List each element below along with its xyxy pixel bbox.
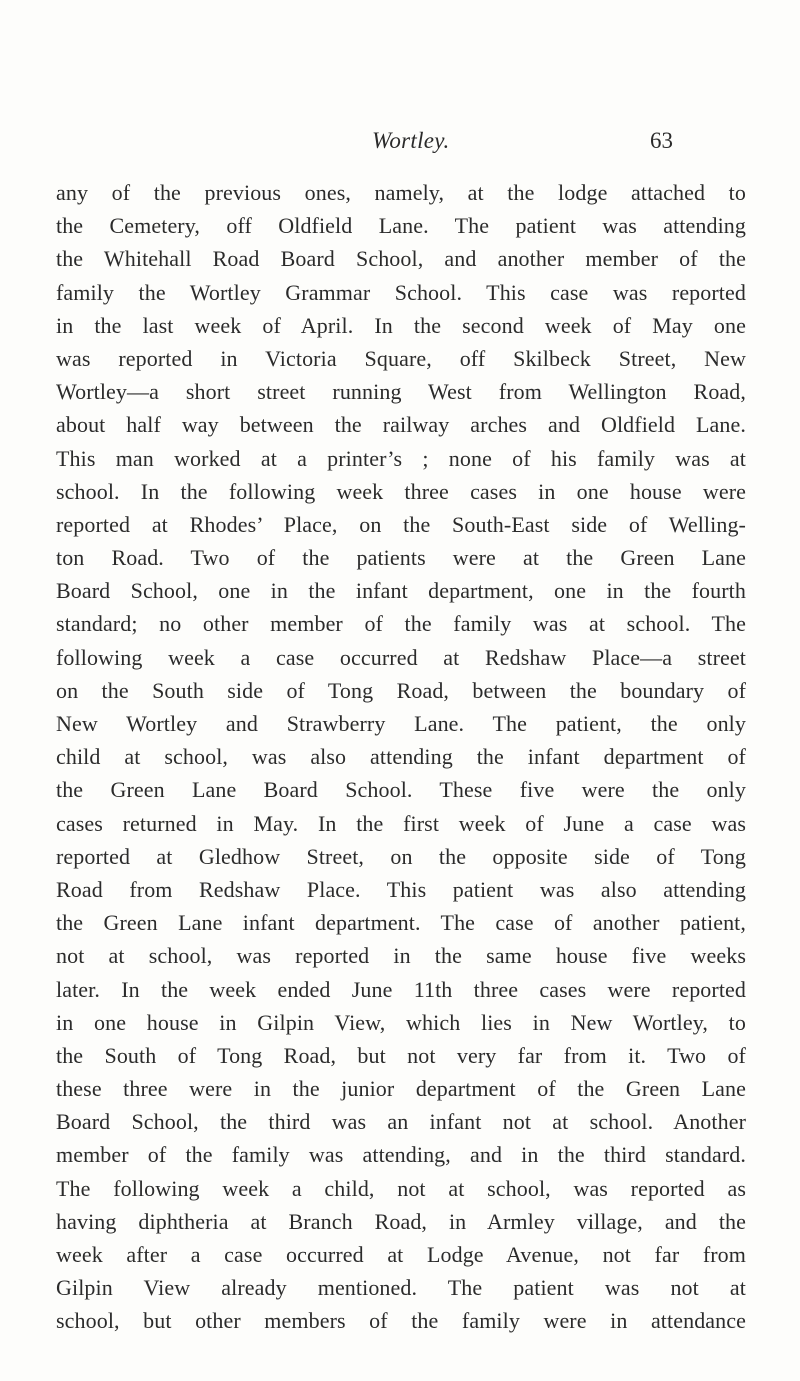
text-line: child at school, was also attending the infant department of <box>56 744 746 770</box>
text-line: on the South side of Tong Road, between the boundary of <box>56 677 746 703</box>
text-line: the Green Lane infant department. The case of another patient, <box>56 910 746 936</box>
text-line: cases returned in May. In the first week of June a case was <box>56 810 746 836</box>
text-line: the Whitehall Road Board School, and another member of the <box>56 246 746 272</box>
text-line: later. In the week ended June 11th three cases were reported <box>56 976 746 1002</box>
text-line: Gilpin View already mentioned. The patient was not at <box>56 1275 746 1301</box>
text-line: following week a case occurred at Redshaw Place—a street <box>56 644 746 670</box>
text-line: school, but other members of the family were in attendance <box>56 1308 746 1334</box>
text-line: Wortley—a short street running West from Wellington Road, <box>56 379 746 405</box>
text-line: these three were in the junior department of the Green Lane <box>56 1076 746 1102</box>
running-title: Wortley. <box>372 128 450 153</box>
text-line: in one house in Gilpin View, which lies in New Wortley, to <box>56 1009 746 1035</box>
text-line: Board School, one in the infant department, one in the fourth <box>56 578 746 604</box>
text-line: about half way between the railway arches and Oldfield Lane. <box>56 412 746 438</box>
text-line: standard; no other member of the family was at school. The <box>56 611 746 637</box>
text-line: not at school, was reported in the same house five weeks <box>56 943 746 969</box>
running-head <box>0 128 800 162</box>
text-line: school. In the following week three cases in one house were <box>56 478 746 504</box>
text-line: was reported in Victoria Square, off Skilbeck Street, New <box>56 345 746 371</box>
body-text <box>56 176 746 1338</box>
text-line: ton Road. Two of the patients were at the Green Lane <box>56 545 746 571</box>
text-line: having diphtheria at Branch Road, in Armley village, and the <box>56 1208 746 1234</box>
text-line: family the Wortley Grammar School. This case was reported <box>56 279 746 305</box>
text-line: member of the family was attending, and in the third standard. <box>56 1142 746 1168</box>
text-line: This man worked at a printer’s ; none of his family was at <box>56 445 746 471</box>
text-line: week after a case occurred at Lodge Avenue, not far from <box>56 1242 746 1267</box>
text-line: The following week a child, not at school, was reported as <box>56 1175 746 1201</box>
text-line: Board School, the third was an infant not at school. Another <box>56 1109 746 1135</box>
page-number: 63 <box>650 128 673 153</box>
text-line: the Cemetery, off Oldfield Lane. The patient was attending <box>56 213 746 239</box>
text-line: in the last week of April. In the second week of May one <box>56 312 746 338</box>
text-line: the South of Tong Road, but not very far from it. Two of <box>56 1042 746 1068</box>
text-line: Road from Redshaw Place. This patient was also attending <box>56 876 746 902</box>
text-line: reported at Rhodes’ Place, on the South-East side of Welling- <box>56 511 746 537</box>
text-line: any of the previous ones, namely, at the lodge attached to <box>56 180 746 205</box>
text-line: reported at Gledhow Street, on the opposite side of Tong <box>56 843 746 869</box>
text-line: the Green Lane Board School. These five were the only <box>56 777 746 803</box>
text-line: New Wortley and Strawberry Lane. The patient, the only <box>56 711 746 736</box>
